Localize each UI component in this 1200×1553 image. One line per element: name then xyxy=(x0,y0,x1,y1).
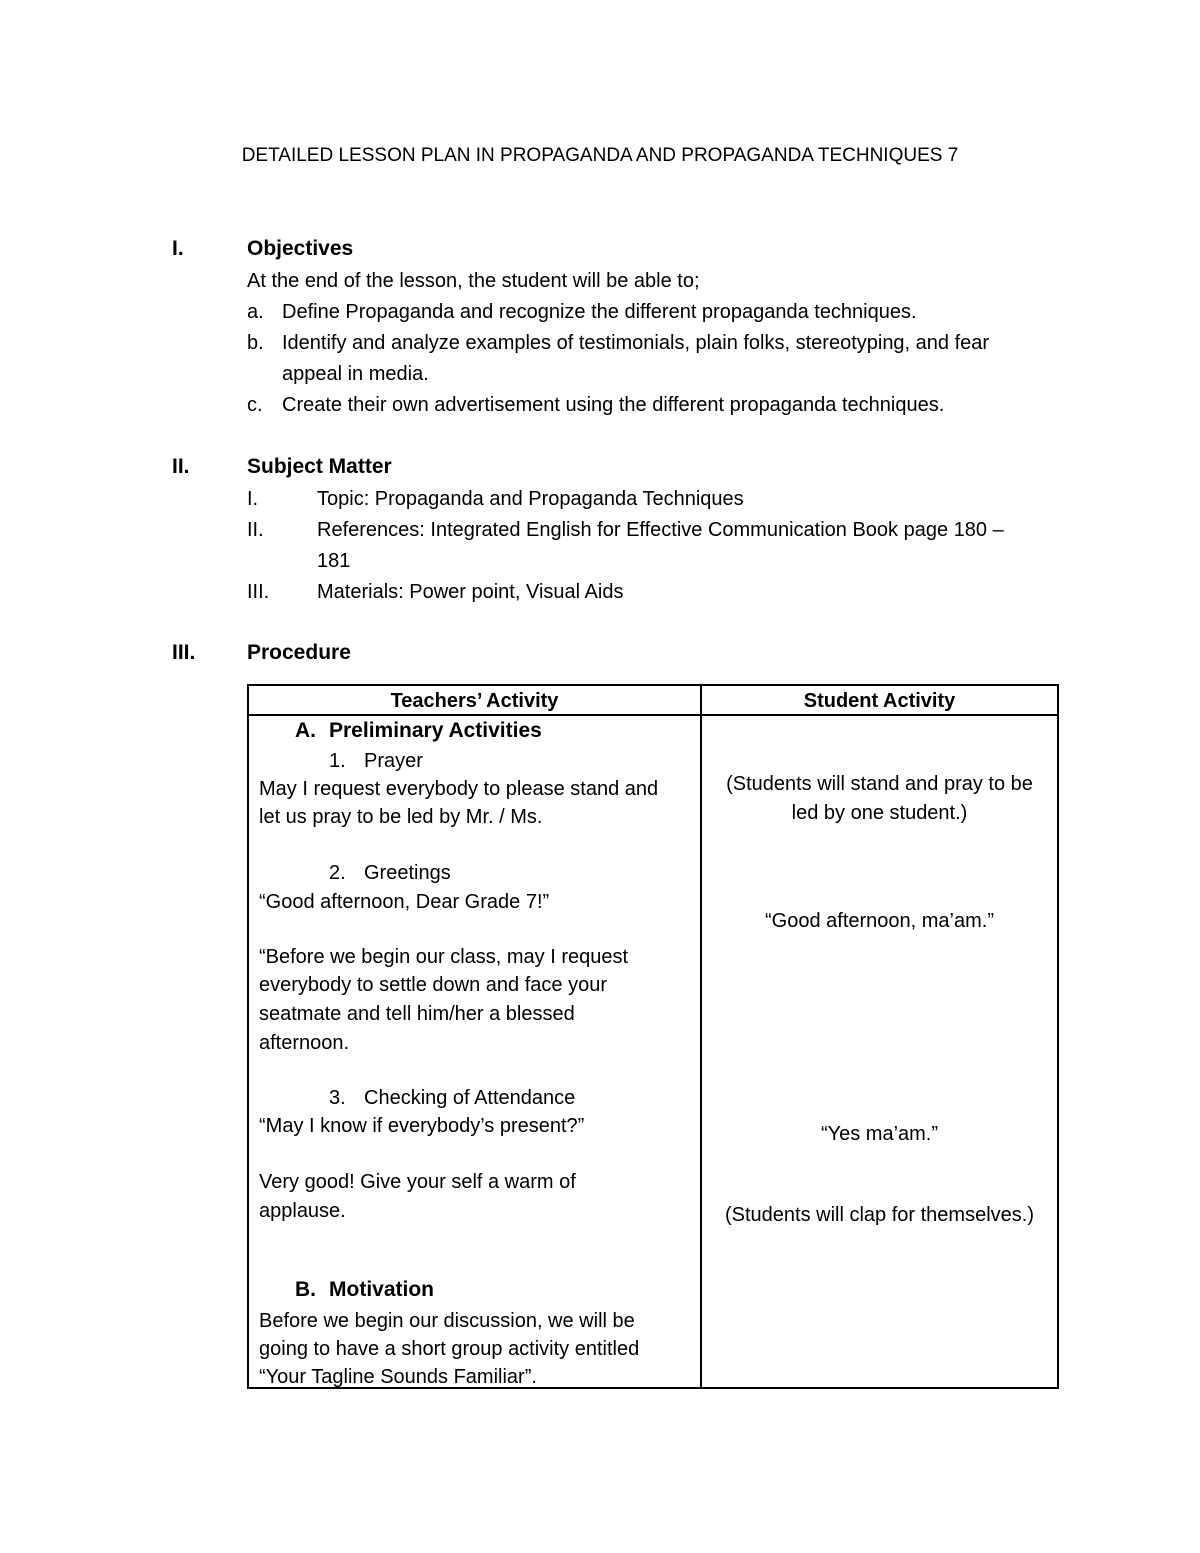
student-activity-header: Student Activity xyxy=(803,690,956,712)
attendance-label: Checking of Attendance xyxy=(364,1087,576,1109)
prayer-number: 1. xyxy=(329,750,346,772)
prayer-label: Prayer xyxy=(364,750,423,772)
objective-b-text-line2: appeal in media. xyxy=(282,363,429,385)
greetings-number: 2. xyxy=(329,862,346,884)
student-applause: (Students will clap for themselves.) xyxy=(724,1204,1034,1226)
objective-c-marker: c. xyxy=(247,394,263,416)
objective-a-marker: a. xyxy=(247,301,264,323)
subject-topic-marker: I. xyxy=(247,488,259,510)
subject-references-text-line2: 181 xyxy=(317,550,351,572)
greetings-label: Greetings xyxy=(364,862,451,884)
greetings-line: “Good afternoon, Dear Grade 7!” xyxy=(259,891,550,913)
procedure-number: III. xyxy=(172,641,196,664)
subject-references-marker: II. xyxy=(247,519,264,541)
subject-topic-text: Topic: Propaganda and Propaganda Techniques xyxy=(317,488,744,510)
attendance-question: “May I know if everybody’s present?” xyxy=(259,1115,585,1137)
greetings-request-line2: everybody to settle down and face your xyxy=(259,974,607,996)
preliminary-marker: A. xyxy=(295,719,316,742)
objective-b-marker: b. xyxy=(247,332,264,354)
greetings-request-line4: afternoon. xyxy=(259,1032,350,1054)
applause-line2: applause. xyxy=(259,1200,346,1222)
table-header-rule xyxy=(249,714,1057,716)
objectives-heading: Objectives xyxy=(247,237,354,260)
greetings-request-line3: seatmate and tell him/her a blessed xyxy=(259,1003,575,1025)
applause-line1: Very good! Give your self a warm of xyxy=(259,1171,576,1193)
motivation-marker: B. xyxy=(295,1278,316,1301)
objectives-intro: At the end of the lesson, the student will be able to; xyxy=(247,270,700,292)
subject-references-text-line1: References: Integrated English for Effective Communication Book page 180 – xyxy=(317,519,1004,541)
subject-matter-heading: Subject Matter xyxy=(247,455,392,478)
subject-materials-marker: III. xyxy=(247,581,270,603)
prayer-text-line2: let us pray to be led by Mr. / Ms. xyxy=(259,806,543,828)
motivation-line2: going to have a short group activity entitled xyxy=(259,1338,640,1360)
motivation-line3: “Your Tagline Sounds Familiar”. xyxy=(259,1366,537,1388)
subject-materials-text: Materials: Power point, Visual Aids xyxy=(317,581,624,603)
prayer-text-line1: May I request everybody to please stand and xyxy=(259,778,659,800)
objectives-number: I. xyxy=(172,237,184,260)
motivation-line1: Before we begin our discussion, we will be xyxy=(259,1310,635,1332)
objective-b-text-line1: Identify and analyze examples of testimonials, plain folks, stereotyping, and fear xyxy=(282,332,990,354)
teacher-activity-header: Teachers’ Activity xyxy=(390,690,559,712)
student-prayer-line1: (Students will stand and pray to be xyxy=(726,773,1033,795)
motivation-title: Motivation xyxy=(329,1278,434,1301)
objective-c-text: Create their own advertisement using the different propaganda techniques. xyxy=(282,394,945,416)
student-greeting: “Good afternoon, ma’am.” xyxy=(765,910,994,932)
subject-matter-number: II. xyxy=(172,455,190,478)
student-attendance: “Yes ma’am.” xyxy=(820,1123,939,1145)
procedure-table xyxy=(247,684,1059,1389)
document-title: DETAILED LESSON PLAN IN PROPAGANDA AND PROPAGANDA TECHNIQUES 7 xyxy=(241,145,959,166)
greetings-request-line1: “Before we begin our class, may I request xyxy=(259,946,629,968)
objective-a-text: Define Propaganda and recognize the different propaganda techniques. xyxy=(282,301,917,323)
student-prayer-line2: led by one student.) xyxy=(791,802,968,824)
attendance-number: 3. xyxy=(329,1087,346,1109)
procedure-heading: Procedure xyxy=(247,641,351,664)
preliminary-title: Preliminary Activities xyxy=(329,719,542,742)
